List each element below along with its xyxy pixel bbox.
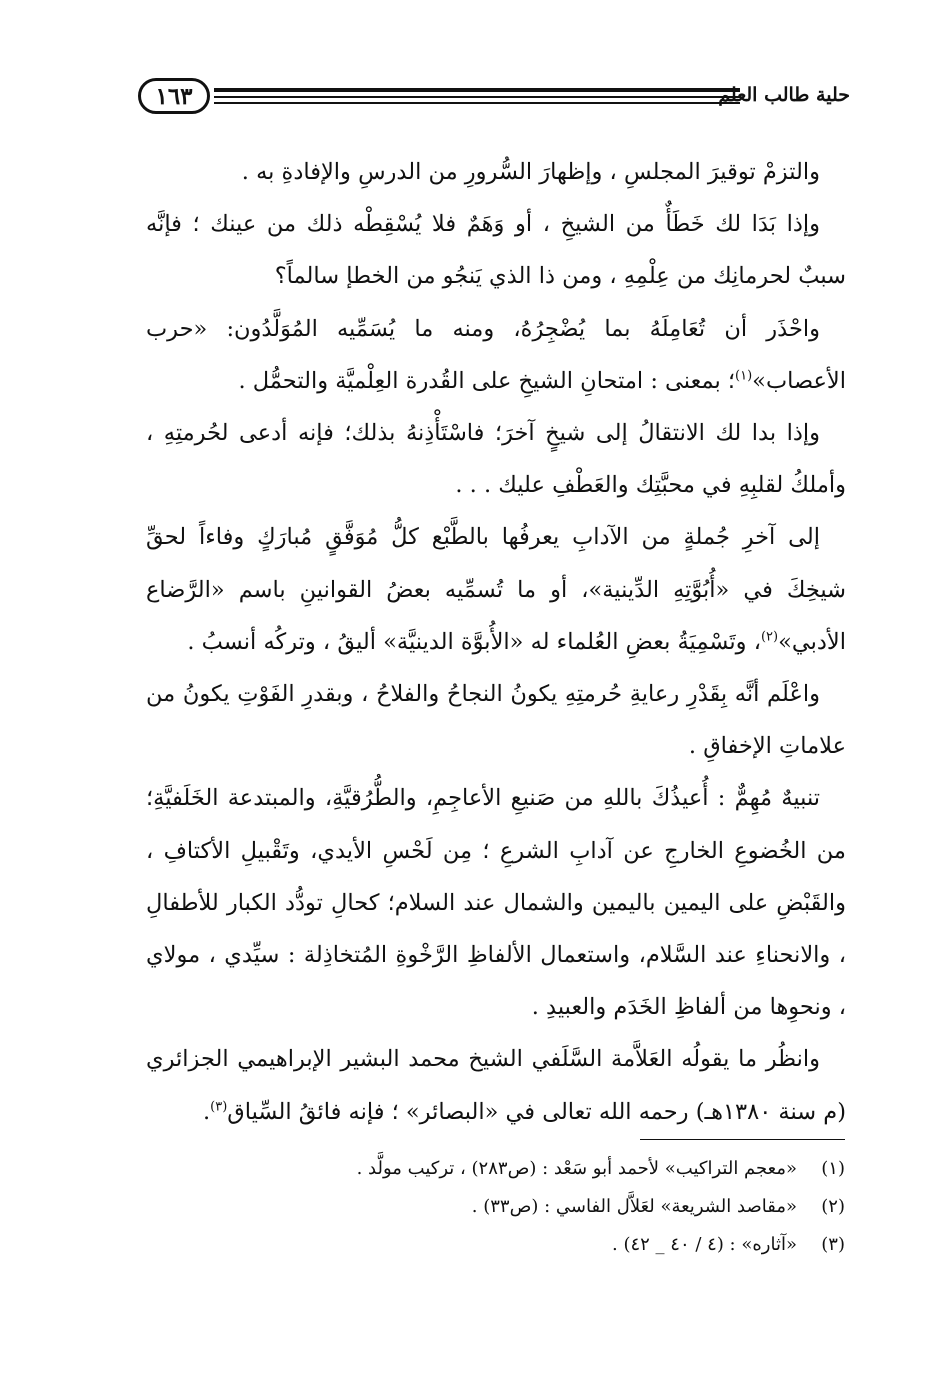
footnote xyxy=(300,1188,845,1226)
paragraph-text: وانظُر ما يقولُه العَلاَّمة السَّلَفي الشيخ محمد البشير الإبراهيمي الجزائري (م سنة ١٣٨٠هـ) رحمه الله تعالى في «البصائر» ؛ فإنه فائقُ السِّياق xyxy=(146,1046,846,1125)
paragraph-text: . xyxy=(203,1098,211,1125)
footnote xyxy=(300,1226,845,1264)
book-title: حلية طالب العلم xyxy=(718,84,850,106)
footnote-number: (٢) xyxy=(821,1196,845,1217)
footnote-text: «مقاصد الشريعة» لعَلاَّل الفاسي : (ص٣٣) . xyxy=(471,1196,797,1217)
footnote-number: (٣) xyxy=(821,1234,845,1255)
footnote-ref: (٣) xyxy=(210,1099,228,1115)
footnote-ref: (١) xyxy=(735,368,753,384)
paragraph: تنبيهٌ مُهِمٌّ : أُعيذُكَ باللهِ من صَنيعِ الأعاجِمِ، والطُّرُقيَّةِ، والمبتدعة الخَلَفيَّةِ؛ من الخُضوعِ الخارجِ عن آدابِ الشرعِ ؛ مِن لَحْسِ الأيدي، وتَقْبيلِ الأكتافِ ، والقَبْضِ على اليمين باليمين والشمال عند السلام؛ كحالِ تودُّد الكبار للأطفالِ ، والانحناءِ عند السَّلام، واستعمال الألفاظِ الرَّخْوةِ المُتخاذِلة : سيِّدي ، مولاي ، ونحوِها من ألفاظِ الخَدَم والعبيدِ . xyxy=(146,785,846,1021)
footnote-separator xyxy=(640,1139,845,1140)
page-number: ١٦٣ xyxy=(138,78,210,114)
paragraph-text: ؛ بمعنى : امتحانِ الشيخِ على القُدرة العِلْميَّة والتحمُّل . xyxy=(238,367,736,394)
paragraph: واعْلَم أنَّه بِقَدْرِ رعايةِ حُرمتِهِ يكونُ النجاحُ والفلاحُ ، وبقدرِ الفَوْتِ يكونُ من علاماتِ الإخفاقِ . xyxy=(146,681,846,760)
paragraph: وإذا بدا لك الانتقالُ إلى شيخٍ آخرَ؛ فاسْتَأْذِنهُ بذلك؛ فإنه أدعى لحُرمتِهِ ، وأملكُ لقلبِهِ في محبَّتِك والعَطْفِ عليك . . . xyxy=(146,420,846,499)
footnote-text: «آثاره» : (٤ / ٤٠ _ ٤٢) . xyxy=(612,1234,797,1255)
paragraph xyxy=(146,1033,846,1137)
header-rule xyxy=(214,96,740,98)
paragraph: وإذا بَدَا لك خَطَأٌ من الشيخِ ، أو وَهَمٌ فلا يُسْقِطْه ذلك من عينك ؛ فإنَّه سببٌ لحرمانِك من عِلْمِهِ ، ومن ذا الذي يَنجُو من الخطإ سالماً؟ xyxy=(146,211,846,290)
footnote-ref: (٢) xyxy=(760,629,779,645)
header-rule xyxy=(214,88,740,92)
paragraph xyxy=(146,303,846,407)
footnote-text: «معجم التراكيب» لأحمد أبو سَعْد : (ص٢٨٣) ، تركيب مولَّد . xyxy=(356,1158,797,1179)
paragraph: والتزمْ توقيرَ المجلسِ ، وإظهارَ السُّرورِ من الدرسِ والإفادةِ به . xyxy=(241,159,820,185)
page-header xyxy=(138,70,850,130)
footnote xyxy=(300,1150,845,1188)
paragraph-text: إلى آخرِ جُملةٍ من الآدابِ يعرفُها بالطَّبْع كلُّ مُوَفَّقٍ مُبارَكٍ وفاءاً لحقِّ شيخِكَ في «أُبُوَّتِهِ الدِّينية»، أو ما تُسمِّيه بعضُ القوانينِ باسم «الرَّضاع الأدبي» xyxy=(146,524,846,655)
header-rule xyxy=(214,102,740,104)
paragraph xyxy=(146,511,846,668)
body-text xyxy=(146,146,846,1138)
paragraph-text: واحْذَر أن تُعَامِلَهُ بما يُضْجِرُهُ، ومنه ما يُسَمِّيه المُوَلَّدُون: «حرب الأعصاب» xyxy=(146,315,846,394)
paragraph-text: ، وتَسْمِيَةُ بعضِ العُلماء له «الأُبوَّة الدينيَّة» أليقُ ، وتركُه أنسبُ . xyxy=(187,628,761,655)
footnote-number: (١) xyxy=(821,1158,845,1179)
footnotes xyxy=(300,1150,845,1264)
